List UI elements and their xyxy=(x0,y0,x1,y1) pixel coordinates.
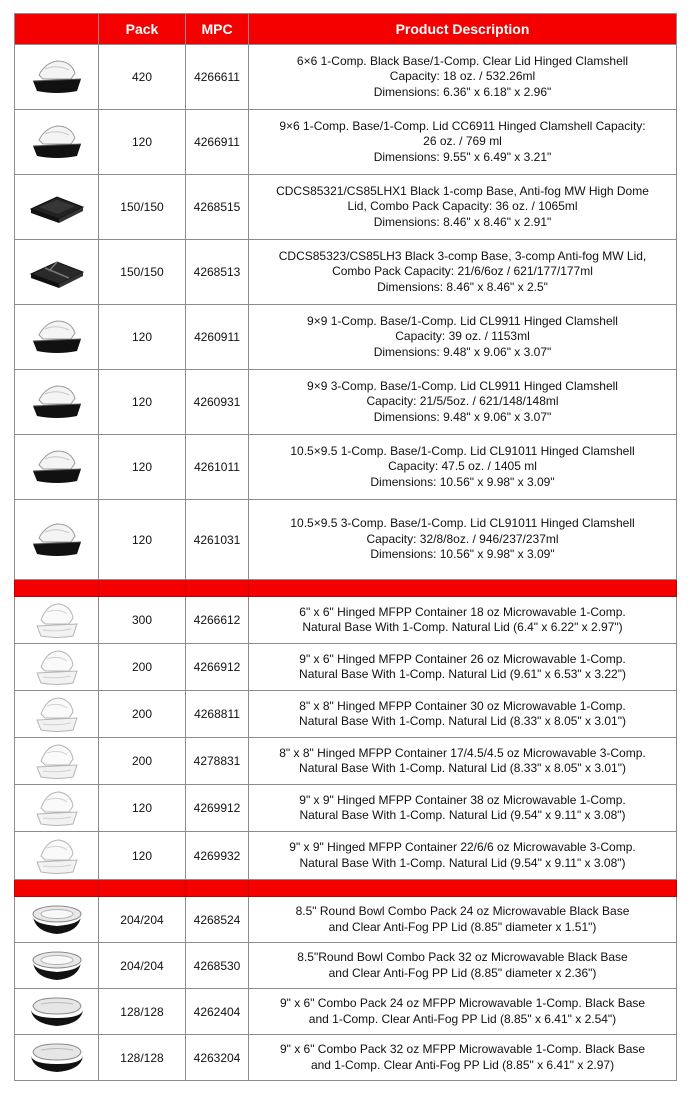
description-line: 9" x 9" Hinged MFPP Container 22/6/6 oz Microwavable 3-Comp. xyxy=(289,840,636,854)
product-image-cell xyxy=(15,597,99,644)
product-image-cell xyxy=(15,305,99,370)
pack-cell: 150/150 xyxy=(99,240,186,305)
table-header-row xyxy=(15,14,677,45)
mpc-cell: 4268513 xyxy=(186,240,249,305)
pack-cell: 120 xyxy=(99,832,186,880)
round-bowl-combo-icon xyxy=(15,944,98,988)
product-description-cell xyxy=(249,832,677,880)
product-image-cell xyxy=(15,370,99,435)
pack-cell: 120 xyxy=(99,435,186,500)
product-description-cell xyxy=(249,370,677,435)
description-line: and 1-Comp. Clear Anti-Fog PP Lid (8.85" x 6.41" x 2.54") xyxy=(308,1011,617,1026)
table-row xyxy=(15,832,677,880)
section-separator xyxy=(15,580,677,597)
description-line: CDCS85323/CS85LH3 Black 3-comp Base, 3-comp Anti-fog MW Lid, xyxy=(278,248,647,263)
product-image-cell xyxy=(15,175,99,240)
header-product-description: Product Description xyxy=(249,14,677,45)
mpc-cell: 4266912 xyxy=(186,644,249,691)
pack-cell: 204/204 xyxy=(99,897,186,943)
rectangular-combo-icon xyxy=(15,1036,98,1080)
description-line: and Clear Anti-Fog PP Lid (8.85" diameter x 2.36") xyxy=(328,965,597,980)
black-clamshell-clear-lid-icon xyxy=(15,55,98,99)
description-line: Dimensions: 10.56" x 9.98" x 3.09" xyxy=(370,547,555,562)
product-image-cell xyxy=(15,738,99,785)
description-line: Natural Base With 1-Comp. Natural Lid (6.4" x 6.22" x 2.97") xyxy=(302,620,623,634)
pack-cell: 150/150 xyxy=(99,175,186,240)
mpc-cell: 4278831 xyxy=(186,738,249,785)
description-line: CDCS85321/CS85LHX1 Black 1-comp Base, Anti-fog MW High Dome xyxy=(276,183,649,198)
pack-cell: 120 xyxy=(99,370,186,435)
product-image-cell xyxy=(15,45,99,110)
product-description-cell xyxy=(249,110,677,175)
header-mpc: MPC xyxy=(186,14,249,45)
description-line: Dimensions: 9.48" x 9.06" x 3.07" xyxy=(373,344,552,359)
header-image xyxy=(15,14,99,45)
product-image-cell xyxy=(15,785,99,832)
product-description-cell xyxy=(249,435,677,500)
natural-clamshell-icon xyxy=(15,692,98,736)
product-image-cell xyxy=(15,943,99,989)
description-line: Natural Base With 1-Comp. Natural Lid (9.54" x 9.11" x 3.08") xyxy=(299,808,626,822)
natural-clamshell-icon xyxy=(15,786,98,830)
table-row xyxy=(15,305,677,370)
description-line: Lid, Combo Pack Capacity: 36 oz. / 1065ml xyxy=(347,199,578,214)
mpc-cell: 4260931 xyxy=(186,370,249,435)
pack-cell: 204/204 xyxy=(99,943,186,989)
description-line: 9" x 9" Hinged MFPP Container 38 oz Microwavable 1-Comp. xyxy=(299,792,626,807)
pack-cell: 300 xyxy=(99,597,186,644)
table-row xyxy=(15,500,677,580)
description-line: and Clear Anti-Fog PP Lid (8.85" diameter x 1.51") xyxy=(328,919,597,934)
product-image-cell xyxy=(15,110,99,175)
natural-clamshell-icon xyxy=(15,739,98,783)
mpc-cell: 4266612 xyxy=(186,597,249,644)
product-image-cell xyxy=(15,240,99,305)
description-line: 8.5"Round Bowl Combo Pack 32 oz Microwavable Black Base xyxy=(297,950,628,964)
mpc-cell: 4268515 xyxy=(186,175,249,240)
table-row xyxy=(15,370,677,435)
mpc-cell: 4268524 xyxy=(186,897,249,943)
product-description-cell xyxy=(249,305,677,370)
description-line: 8" x 8" Hinged MFPP Container 17/4.5/4.5 oz Microwavable 3-Comp. xyxy=(279,745,646,760)
description-line: Natural Base With 1-Comp. Natural Lid (8.33" x 8.05" x 3.01") xyxy=(299,761,626,775)
description-line: 6×6 1-Comp. Black Base/1-Comp. Clear Lid Hinged Clamshell xyxy=(296,53,629,68)
description-line: Capacity: 39 oz. / 1153ml xyxy=(395,329,530,344)
mpc-cell: 4269912 xyxy=(186,785,249,832)
mpc-cell: 4260911 xyxy=(186,305,249,370)
table-body xyxy=(15,45,677,1081)
header-pack: Pack xyxy=(99,14,186,45)
description-line: 10.5×9.5 1-Comp. Base/1-Comp. Lid CL91011 Hinged Clamshell xyxy=(290,443,635,458)
product-description-cell xyxy=(249,943,677,989)
black-clamshell-clear-lid-icon xyxy=(15,445,98,489)
description-line: 9×9 3-Comp. Base/1-Comp. Lid CL9911 Hinged Clamshell xyxy=(307,378,618,393)
section-separator xyxy=(15,880,677,897)
product-description-cell xyxy=(249,597,677,644)
description-line: Natural Base With 1-Comp. Natural Lid (9.54" x 9.11" x 3.08") xyxy=(299,855,626,870)
mpc-cell: 4266911 xyxy=(186,110,249,175)
table-row xyxy=(15,943,677,989)
product-image-cell xyxy=(15,897,99,943)
pack-cell: 120 xyxy=(99,785,186,832)
mpc-cell: 4261031 xyxy=(186,500,249,580)
description-line: Capacity: 32/8/8oz. / 946/237/237ml xyxy=(366,531,559,546)
description-line: 9×9 1-Comp. Base/1-Comp. Lid CL9911 Hinged Clamshell xyxy=(307,313,618,328)
table-row xyxy=(15,897,677,943)
product-description-cell xyxy=(249,989,677,1035)
product-description-cell xyxy=(249,500,677,580)
table-row xyxy=(15,738,677,785)
description-line: and 1-Comp. Clear Anti-Fog PP Lid (8.85" x 6.41" x 2.97) xyxy=(310,1057,615,1072)
product-image-cell xyxy=(15,989,99,1035)
description-line: 26 oz. / 769 ml xyxy=(423,134,502,149)
table-row xyxy=(15,597,677,644)
product-description-cell xyxy=(249,785,677,832)
description-line: Dimensions: 9.48" x 9.06" x 3.07" xyxy=(373,409,552,424)
table-row xyxy=(15,45,677,110)
product-description-cell xyxy=(249,738,677,785)
product-table xyxy=(14,13,677,1081)
pack-cell: 200 xyxy=(99,738,186,785)
product-image-cell xyxy=(15,500,99,580)
table-row xyxy=(15,644,677,691)
mpc-cell: 4268811 xyxy=(186,691,249,738)
round-bowl-combo-icon xyxy=(15,898,98,942)
product-description-cell xyxy=(249,644,677,691)
black-clamshell-clear-lid-icon xyxy=(15,315,98,359)
separator-cell xyxy=(99,880,186,897)
black-clamshell-clear-lid-icon xyxy=(15,518,98,562)
table-row xyxy=(15,175,677,240)
black-square-base-dome-lid-icon xyxy=(15,185,98,229)
separator-cell xyxy=(99,580,186,597)
description-line: Capacity: 21/5/5oz. / 621/148/148ml xyxy=(366,394,559,409)
description-line: Capacity: 47.5 oz. / 1405 ml xyxy=(388,459,537,474)
description-line: 9" x 6" Hinged MFPP Container 26 oz Microwavable 1-Comp. xyxy=(299,651,626,666)
natural-clamshell-icon xyxy=(15,645,98,689)
description-line: Dimensions: 10.56" x 9.98" x 3.09" xyxy=(370,474,555,489)
black-clamshell-clear-lid-icon xyxy=(15,120,98,164)
description-line: Natural Base With 1-Comp. Natural Lid (8.33" x 8.05" x 3.01") xyxy=(299,714,626,728)
product-table-container xyxy=(14,13,676,1081)
product-description-cell xyxy=(249,240,677,305)
black-3-comp-base-lid-icon xyxy=(15,250,98,294)
separator-cell xyxy=(15,580,99,597)
product-image-cell xyxy=(15,832,99,880)
description-line: Dimensions: 9.55" x 6.49" x 3.21" xyxy=(373,149,552,164)
pack-cell: 420 xyxy=(99,45,186,110)
natural-clamshell-icon xyxy=(15,598,98,642)
product-image-cell xyxy=(15,435,99,500)
product-image-cell xyxy=(15,691,99,738)
description-line: 9" x 6" Combo Pack 24 oz MFPP Microwavable 1-Comp. Black Base xyxy=(279,996,646,1010)
description-line: Dimensions: 6.36" x 6.18" x 2.96" xyxy=(373,84,552,99)
table-row xyxy=(15,240,677,305)
description-line: Natural Base With 1-Comp. Natural Lid (9.61" x 6.53" x 3.22") xyxy=(299,667,626,681)
mpc-cell: 4263204 xyxy=(186,1035,249,1081)
pack-cell: 200 xyxy=(99,644,186,691)
pack-cell: 200 xyxy=(99,691,186,738)
pack-cell: 128/128 xyxy=(99,989,186,1035)
mpc-cell: 4266611 xyxy=(186,45,249,110)
pack-cell: 128/128 xyxy=(99,1035,186,1081)
product-description-cell xyxy=(249,1035,677,1081)
product-description-cell xyxy=(249,691,677,738)
rectangular-combo-icon xyxy=(15,990,98,1034)
description-line: 9×6 1-Comp. Base/1-Comp. Lid CC6911 Hinged Clamshell Capacity: xyxy=(279,118,646,133)
table-row xyxy=(15,435,677,500)
description-line: Combo Pack Capacity: 21/6/6oz / 621/177/177ml xyxy=(332,264,593,279)
table-row xyxy=(15,989,677,1035)
description-line: 6" x 6" Hinged MFPP Container 18 oz Microwavable 1-Comp. xyxy=(299,604,626,619)
table-row xyxy=(15,691,677,738)
mpc-cell: 4269932 xyxy=(186,832,249,880)
pack-cell: 120 xyxy=(99,110,186,175)
product-image-cell xyxy=(15,1035,99,1081)
description-line: Capacity: 18 oz. / 532.26ml xyxy=(389,69,536,84)
separator-cell xyxy=(249,580,677,597)
description-line: 8.5" Round Bowl Combo Pack 24 oz Microwavable Black Base xyxy=(295,904,630,918)
description-line: 9" x 6" Combo Pack 32 oz MFPP Microwavable 1-Comp. Black Base xyxy=(279,1042,646,1056)
pack-cell: 120 xyxy=(99,500,186,580)
mpc-cell: 4268530 xyxy=(186,943,249,989)
description-line: 8" x 8" Hinged MFPP Container 30 oz Microwavable 1-Comp. xyxy=(299,698,626,713)
separator-cell xyxy=(15,880,99,897)
mpc-cell: 4262404 xyxy=(186,989,249,1035)
black-clamshell-clear-lid-icon xyxy=(15,380,98,424)
description-line: Dimensions: 8.46" x 8.46" x 2.91" xyxy=(373,214,552,229)
product-description-cell xyxy=(249,45,677,110)
product-description-cell xyxy=(249,897,677,943)
pack-cell: 120 xyxy=(99,305,186,370)
separator-cell xyxy=(186,880,249,897)
description-line: Dimensions: 8.46" x 8.46" x 2.5" xyxy=(377,279,548,294)
separator-cell xyxy=(249,880,677,897)
table-row xyxy=(15,785,677,832)
product-image-cell xyxy=(15,644,99,691)
natural-clamshell-icon xyxy=(15,834,98,878)
mpc-cell: 4261011 xyxy=(186,435,249,500)
description-line: 10.5×9.5 3-Comp. Base/1-Comp. Lid CL91011 Hinged Clamshell xyxy=(290,516,635,531)
table-row xyxy=(15,1035,677,1081)
table-row xyxy=(15,110,677,175)
separator-cell xyxy=(186,580,249,597)
product-description-cell xyxy=(249,175,677,240)
